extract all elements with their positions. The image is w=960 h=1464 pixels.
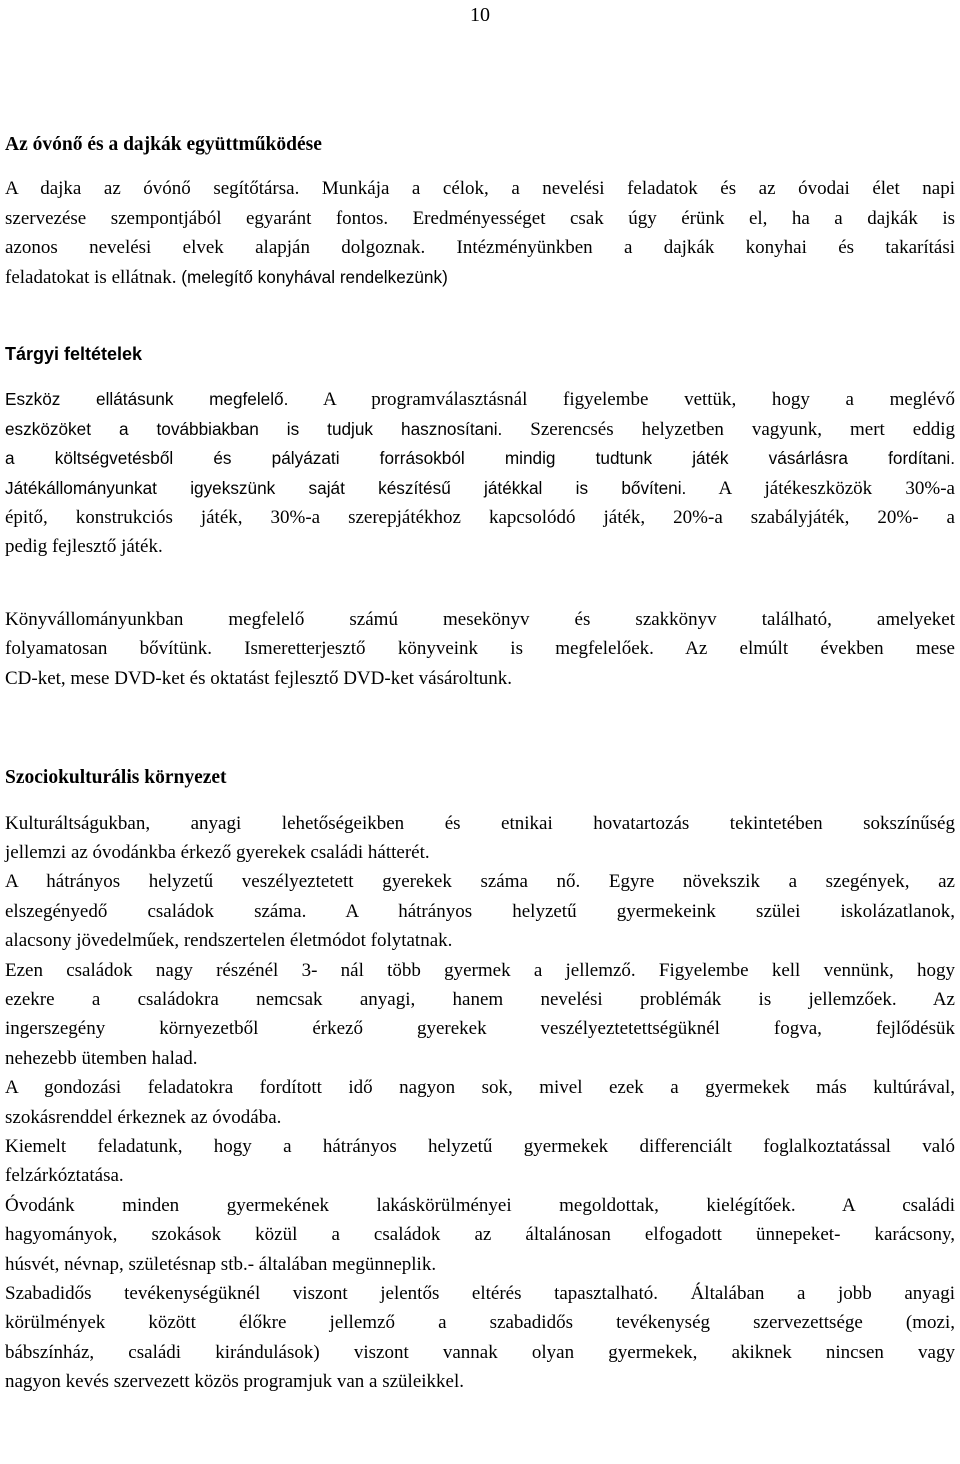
- text-line: pedig fejlesztő játék.: [5, 536, 163, 558]
- text-line: CD-ket, mese DVD-ket és oktatást fejlesztő DVD-ket vásároltunk.: [5, 667, 513, 689]
- text-line: Szabadidős tevékenységüknél viszont jelentős eltérés tapasztalható. Általában a jobb anyagi: [5, 1283, 955, 1304]
- text-line: [5, 263, 955, 292]
- text-segment: A programválasztásnál figyelembe vettük, hogy a meglévő: [288, 389, 955, 411]
- text-line: azonos nevelési elvek alapján dolgoznak. Intézményünkben a dajkák konyhai és takarítási: [5, 237, 955, 259]
- section-title-material-conditions: Tárgyi feltételek: [5, 344, 143, 365]
- text-line: bábszínház, családi kirándulások) viszont vannak olyan gyermekek, akiknek nincsen vagy: [5, 1341, 955, 1363]
- text-line: nagyon kevés szervezett közös programjuk van a szüleikkel.: [5, 1371, 465, 1393]
- document-body: [5, 130, 955, 1397]
- text-line: nehezebb ütemben halad.: [5, 1047, 198, 1069]
- text-segment-sans: eszközöket a továbbiakban is tudjuk hasznosítani.: [5, 418, 503, 439]
- paragraph-sociocultural: [5, 809, 955, 1397]
- text-line: A gondozási feladatokra fordított idő nagyon sok, mivel ezek a gyermekek más kultúrával,: [5, 1077, 955, 1099]
- text-line: szokásrenddel érkeznek az óvodába.: [5, 1106, 282, 1128]
- text-segment-sans: Eszköz ellátásunk megfelelő.: [5, 389, 289, 410]
- text-line: húsvét, névnap, születésnap stb.- általában megünneplik.: [5, 1253, 437, 1275]
- text-line: A hátrányos helyzetű veszélyeztetett gyerekek száma nő. Egyre növekszik a szegények, az: [5, 871, 955, 893]
- section-title-sociocultural: Szociokulturális környezet: [5, 767, 227, 789]
- text-segment: A játékeszközök 30%-a: [686, 477, 955, 499]
- text-line: felzárkóztatása.: [5, 1165, 124, 1187]
- text-line: Könyvállományunkban megfelelő számú mesekönyv és szakkönyv található, amelyeket: [5, 608, 955, 630]
- text-line: [5, 415, 955, 444]
- text-line: elszegényedő családok száma. A hátrányos helyzetű gyermekeink szülei iskolázatlanok,: [5, 900, 955, 922]
- text-line: alacsony jövedelműek, rendszertelen életmódot folytatnak.: [5, 930, 453, 952]
- text-line: a költségvetésből és pályázati forrásokból mindig tudtunk játék vásárlásra fordítani.: [5, 448, 955, 469]
- text-line: ingerszegény környezetből érkező gyerekek veszélyeztetettségüknél fogva, fejlődésük: [5, 1018, 955, 1040]
- text-line: épitő, konstrukciós játék, 30%-a szerepjátékhoz kapcsolódó játék, 20%-a szabályjáték, 20%- a: [5, 507, 955, 529]
- text-line: ezekre a családokra nemcsak anyagi, hanem nevelési problémák is jellemzőek. Az: [5, 988, 955, 1010]
- text-line: folyamatosan bővítünk. Ismeretterjesztő könyveink is megfelelőek. Az elmúlt években mese: [5, 638, 955, 660]
- text-segment-sans: (melegítő konyhával rendelkezünk): [176, 266, 448, 287]
- text-line: szervezése szempontjából egyaránt fontos. Eredményességet csak úgy érünk el, ha a dajkák is: [5, 207, 955, 229]
- text-line: Ezen családok nagy részénél 3- nál több gyermek a jellemző. Figyelembe kell vennünk, hogy: [5, 959, 955, 981]
- paragraph-books: [5, 605, 955, 693]
- text-line: körülmények között élőkre jellemző a szabadidős tevékenység szervezettsége (mozi,: [5, 1312, 955, 1334]
- text-segment: Szerencsés helyzetben vagyunk, mert eddig: [502, 418, 955, 440]
- text-segment-sans: Játékállományunkat igyekszünk saját készítésű játékkal is bővíteni.: [5, 477, 687, 498]
- text-line: hagyományok, szokások közül a családok az általánosan elfogadott ünnepeket- karácsony,: [5, 1224, 955, 1246]
- text-line: A dajka az óvónő segítőtársa. Munkája a célok, a nevelési feladatok és az óvodai élet napi: [5, 178, 955, 200]
- text-line: [5, 474, 955, 503]
- text-line: jellemzi az óvodánkba érkező gyerekek családi hátterét.: [5, 841, 430, 863]
- page-number: 10: [470, 4, 490, 26]
- text-line: Kiemelt feladatunk, hogy a hátrányos helyzetű gyermekek differenciált foglalkoztatással való: [5, 1135, 955, 1157]
- paragraph-cooperation: [5, 174, 955, 292]
- text-line: Kulturáltságukban, anyagi lehetőségeikben és etnikai hovatartozás tekintetében sokszínűség: [5, 812, 955, 834]
- text-line: Óvodánk minden gyermekének lakáskörülményei megoldottak, kielégítőek. A családi: [5, 1194, 955, 1216]
- text-segment: feladatokat is ellátnak.: [5, 266, 177, 288]
- section-title-cooperation: Az óvónő és a dajkák együttműködése: [5, 134, 322, 155]
- text-line: [5, 385, 955, 414]
- paragraph-equipment: [5, 385, 955, 561]
